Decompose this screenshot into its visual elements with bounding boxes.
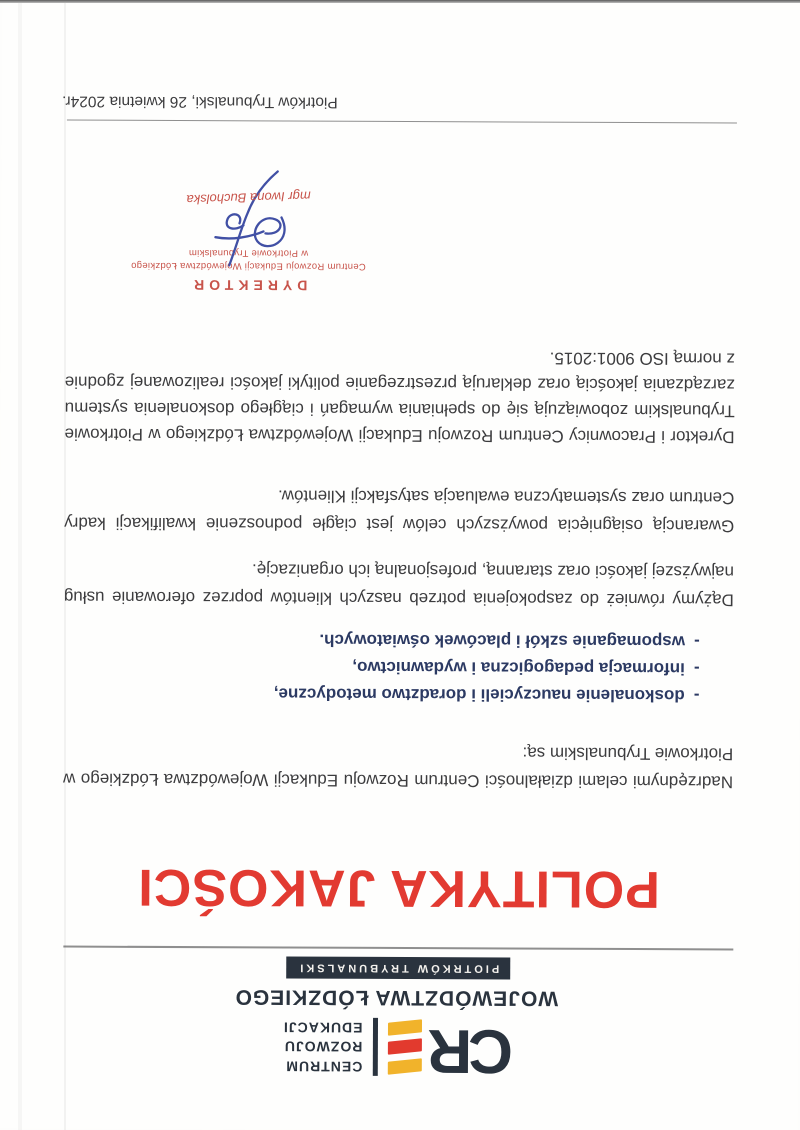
clients-paragraph: Dążymy również do zaspokojenia potrzeb naszych klientów poprzez oferowanie usług najwyższej jakości oraz staranną, profesjonalną ich organizację.: [63, 560, 735, 610]
cre-logo: [234, 956, 559, 1086]
bullet-dash: -: [693, 659, 700, 679]
bullet-text: informacja pedagogiczna i wydawnictwo,: [352, 657, 685, 679]
commitment-paragraph: Dyrektor i Pracownicy Centrum Rozwoju Edukacji Województwa Łódzkiego w Piotrkowie Trybunalskim zobowiązują się do spełniania wymagań i ciągłego doskonalenia systemu zarządzania jakością oraz deklarują przestrzeganie polityki jakości realizowanej zgodnie z normą ISO 9001:2015.: [64, 348, 735, 447]
logo-name-column: [283, 1017, 363, 1075]
list-item: [63, 680, 699, 710]
handwritten-signature: [175, 166, 315, 272]
scan-top-edge-artifact: [0, 0, 800, 3]
list-item: [63, 653, 699, 683]
logo-name-line: ROZWOJU: [283, 1038, 363, 1056]
logo-name-line: EDUKACJI: [282, 1019, 363, 1036]
stamp-place-line: w Piotrkowie Trybunalskim: [188, 247, 309, 259]
stripe-yellow: [387, 1019, 421, 1035]
stamp-role: DYREKTOR: [189, 277, 308, 294]
stamp-org-line: Centrum Rozwoju Edukacji Województwa Łódzkiego: [130, 259, 366, 272]
logo-region-line: WOJEWÓDZTWA ŁÓDZKIEGO: [234, 985, 559, 1010]
header-rule: [63, 946, 733, 951]
goals-bullet-list: [63, 626, 699, 710]
footer-rule: [67, 120, 737, 124]
cre-logo-mark: [238, 1016, 558, 1086]
bullet-text: wspomaganie szkół i placówek oświatowych.: [319, 630, 686, 652]
director-stamp: [123, 190, 373, 294]
cre-acronym-letters: CR: [431, 1016, 514, 1086]
document-title: POLITYKA JAKOŚCI: [137, 857, 661, 919]
stamp-signer-name: mgr Iwona Bucholska: [186, 188, 311, 208]
list-item: [64, 626, 700, 656]
logo-name-line: CENTRUM: [285, 1058, 363, 1075]
bullet-text: doskonalenie nauczycieli i doradztwo metodyczne,: [273, 684, 685, 706]
stripe-red: [387, 1039, 421, 1055]
scan-crease-artifact: [64, 0, 66, 1130]
place-and-date: Piotrków Trybunalski, 26 kwietnia 2024r.: [61, 92, 338, 111]
scan-crease-artifact: [18, 0, 22, 1130]
guarantee-paragraph: Gwarancją osiągnięcia powyższych celów jest ciągłe podnoszenie kwalifikacji kadry Centrum oraz systematyczna ewaluacja satysfakcji Klientów.: [64, 486, 735, 536]
logo-divider-bar: [372, 1018, 377, 1076]
bullet-dash: -: [693, 632, 700, 652]
bullet-dash: -: [693, 686, 700, 706]
intro-paragraph: Nadrzędnymi celami działalności Centrum Rozwoju Edukacji Województwa Łódzkiego w Piotrkowie Trybunalskim są:: [63, 743, 734, 792]
logo-city-bar: PIOTRKÓW TRYBUNALSKI: [286, 957, 510, 980]
stripe-yellow: [387, 1058, 421, 1074]
cre-letter-e-stripes-icon: [387, 1018, 421, 1076]
